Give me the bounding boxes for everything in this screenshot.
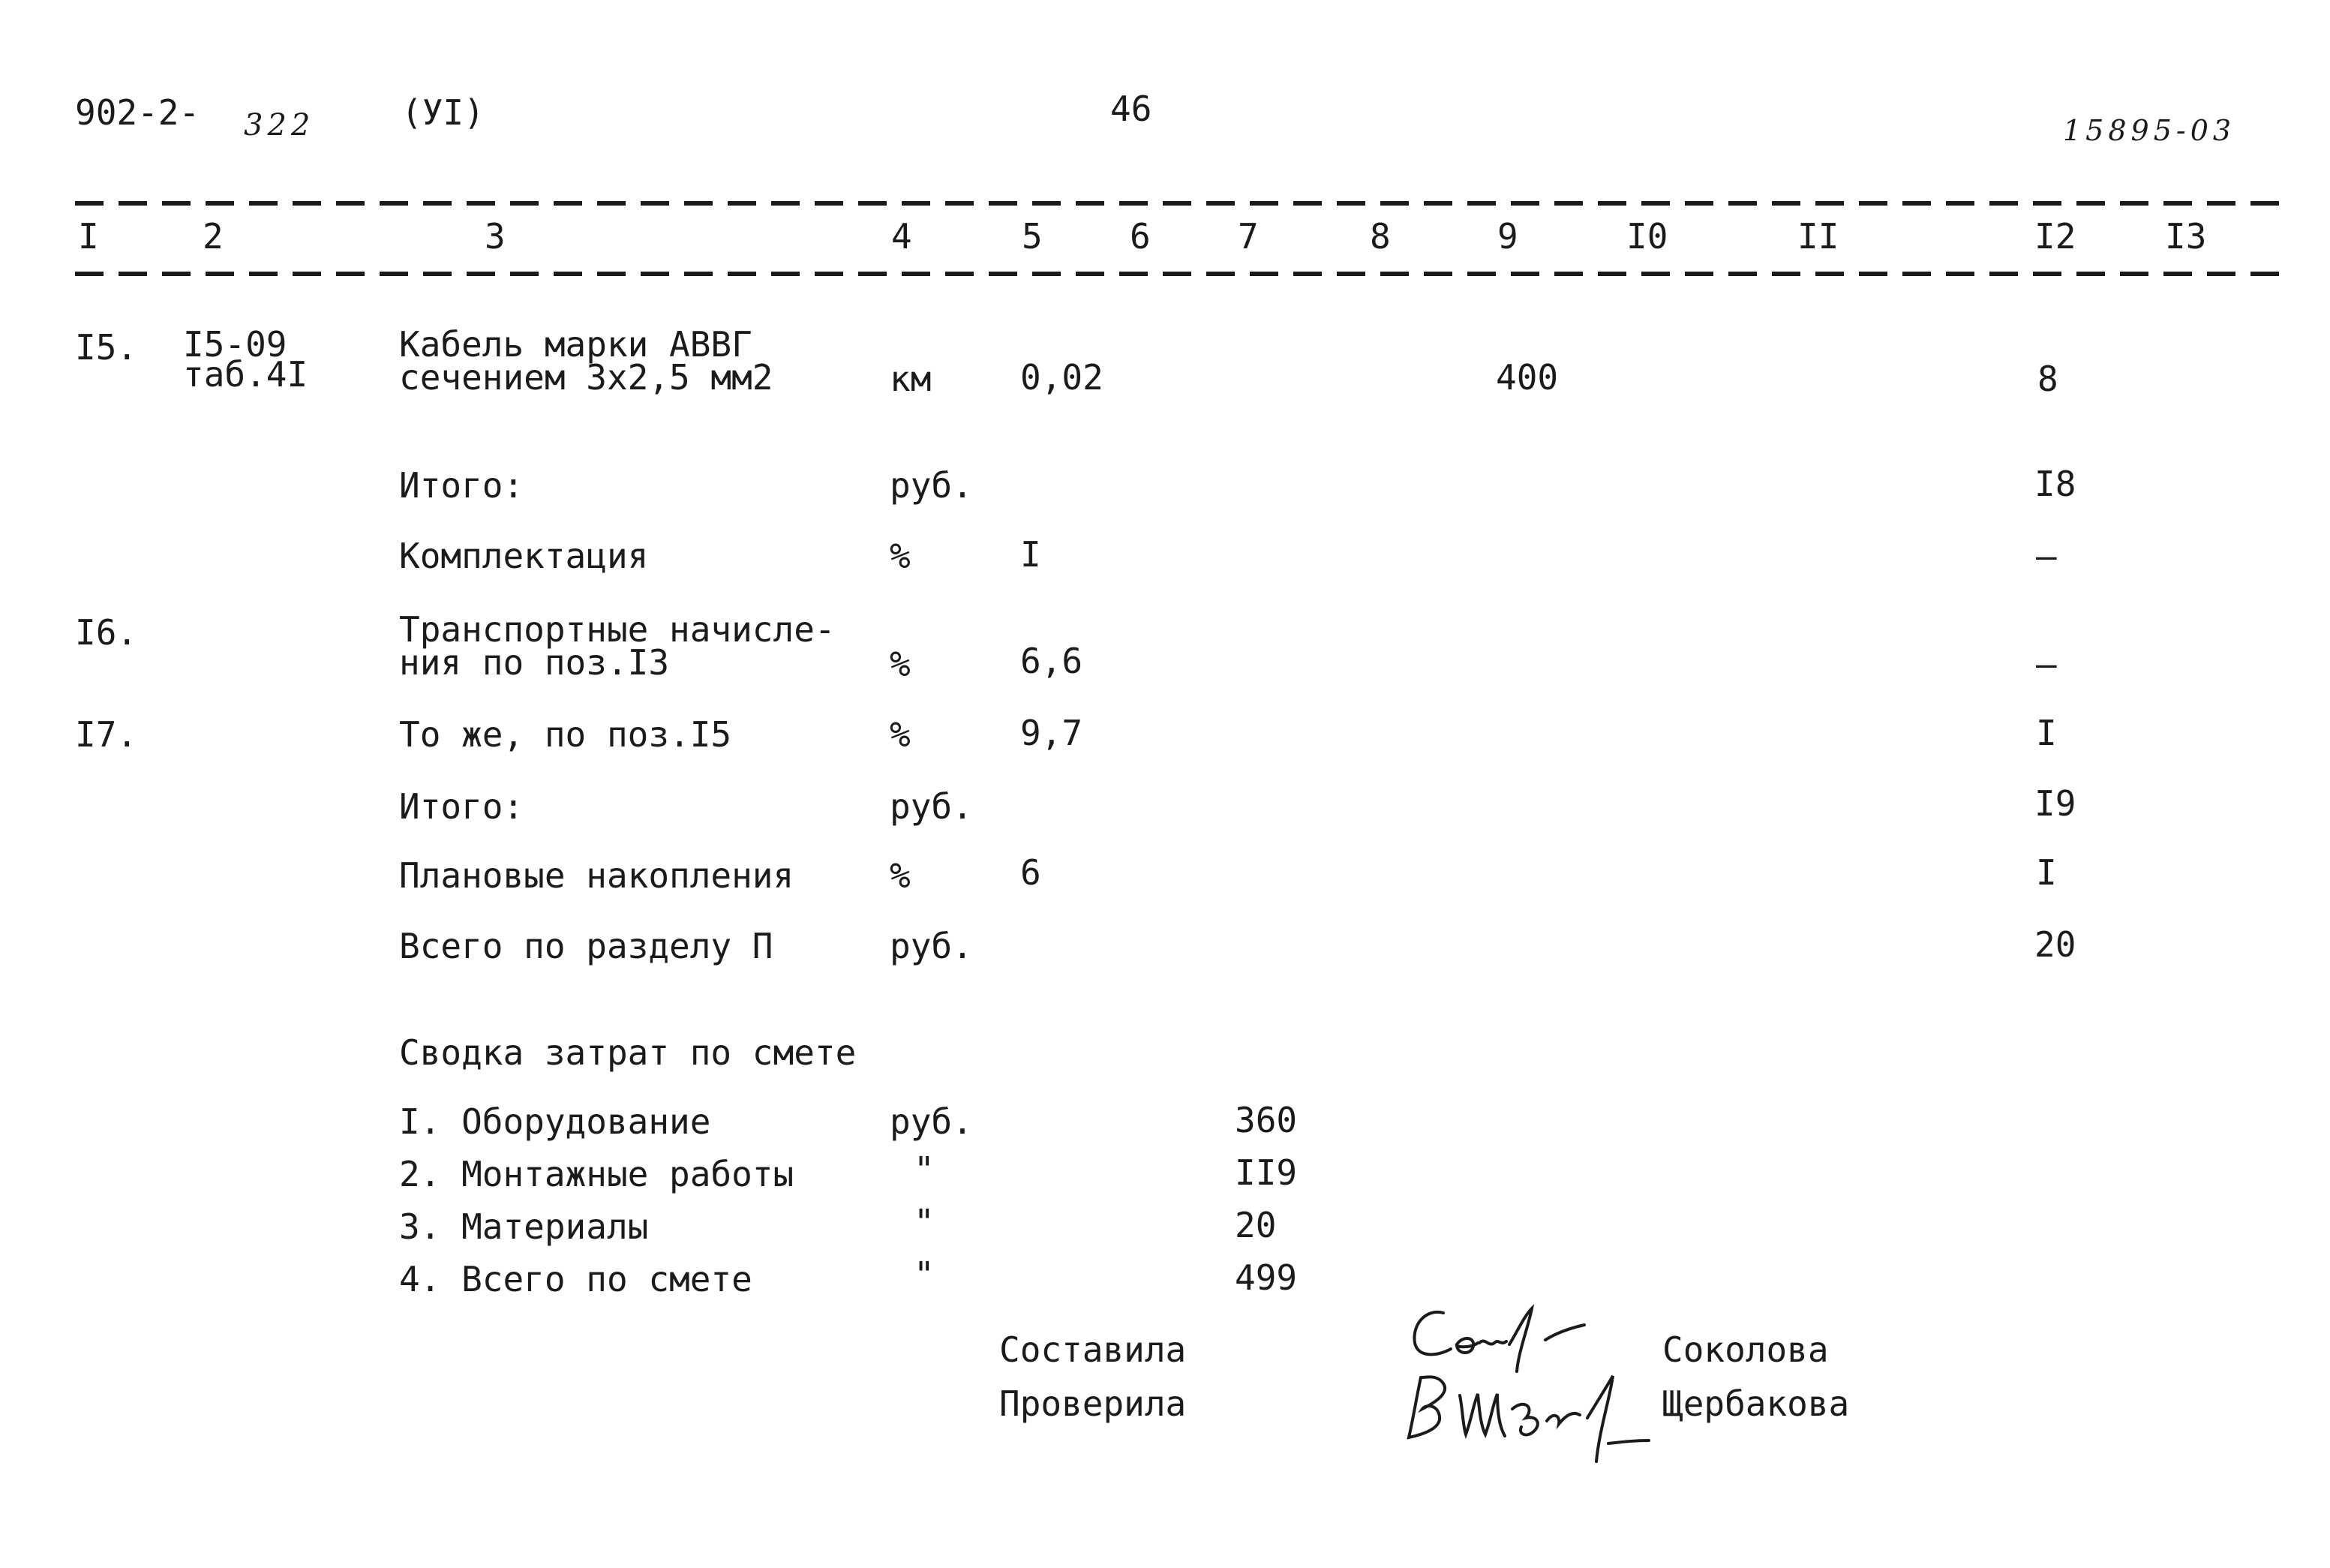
document-variant: (УI): [401, 92, 485, 133]
checked-by-label: Проверила: [999, 1383, 1187, 1424]
row-quantity: 6: [1020, 852, 1041, 893]
column-number: I2: [2034, 216, 2076, 257]
page-number: 46: [1110, 89, 1152, 129]
row-name: Кабель марки АВВГ: [399, 324, 752, 365]
column-number: I0: [1626, 216, 1668, 257]
row-unit: км: [890, 359, 932, 399]
row-unit: руб.: [890, 465, 973, 506]
row-total: I: [2036, 852, 2057, 893]
row-total: 20: [2034, 924, 2076, 965]
column-number: 2: [203, 216, 224, 257]
row-total: –: [2036, 644, 2057, 684]
column-number: I3: [2165, 216, 2207, 257]
row-unit: руб.: [890, 786, 973, 827]
row-name: Всего по разделу П: [399, 926, 773, 966]
row-name: Комплектация: [399, 536, 649, 576]
column-number: 6: [1130, 216, 1151, 257]
inventory-number: 15895-03: [2063, 114, 2236, 147]
compiled-by-label: Составила: [999, 1329, 1187, 1370]
header-bottom-rule: [75, 272, 2280, 276]
row-number: I5.: [75, 327, 138, 368]
row-total: I: [2036, 713, 2057, 753]
column-number: I: [78, 216, 99, 257]
row-name: Транспортные начисле-: [399, 609, 836, 650]
summary-item-unit: ": [914, 1149, 935, 1190]
summary-item-value: 360: [1235, 1100, 1298, 1140]
document-code-handwritten: 322: [244, 108, 315, 143]
row-reference: I5-09: [183, 324, 287, 365]
row-unit: %: [890, 536, 911, 576]
row-quantity: 6,6: [1020, 641, 1083, 681]
checked-by-name: Щербакова: [1662, 1383, 1850, 1424]
row-quantity: 9,7: [1020, 713, 1083, 753]
summary-title: Сводка затрат по смете: [399, 1032, 857, 1073]
row-unit: %: [890, 644, 911, 684]
compiled-by-name: Соколова: [1662, 1329, 1829, 1370]
row-quantity: I: [1020, 534, 1041, 575]
row-total: I9: [2034, 783, 2076, 824]
row-total: I8: [2034, 464, 2076, 504]
row-number: I6.: [75, 612, 138, 653]
row-name: ния по поз.I3: [399, 642, 670, 683]
summary-item-name: 4. Всего по смете: [399, 1259, 752, 1299]
column-number: 4: [891, 216, 912, 257]
column-number: 3: [485, 216, 506, 257]
summary-item-name: I. Оборудование: [399, 1101, 711, 1142]
row-price: 400: [1496, 357, 1559, 398]
row-total: –: [2036, 536, 2057, 576]
handwritten-signature-2: [1400, 1365, 1655, 1470]
header-top-rule: [75, 201, 2280, 206]
row-name: сечением 3х2,5 мм2: [399, 357, 773, 398]
row-total: 8: [2037, 359, 2058, 399]
row-reference: таб.4I: [183, 354, 308, 395]
column-number: 8: [1370, 216, 1391, 257]
row-name: Итого:: [399, 465, 524, 506]
summary-item-value: 499: [1235, 1257, 1298, 1298]
row-unit: %: [890, 714, 911, 755]
summary-item-name: 2. Монтажные работы: [399, 1154, 794, 1194]
row-name: Итого:: [399, 786, 524, 827]
row-unit: %: [890, 855, 911, 896]
summary-item-name: 3. Материалы: [399, 1206, 649, 1247]
summary-item-value: II9: [1235, 1152, 1298, 1193]
row-name: Плановые накопления: [399, 855, 794, 896]
column-number: 7: [1238, 216, 1259, 257]
summary-item-value: 20: [1235, 1205, 1277, 1245]
column-number: 5: [1022, 216, 1043, 257]
row-unit: руб.: [890, 926, 973, 966]
column-number: 9: [1497, 216, 1518, 257]
summary-item-unit: руб.: [890, 1101, 973, 1142]
row-quantity: 0,02: [1020, 357, 1103, 398]
row-name: То же, по поз.I5: [399, 714, 732, 755]
column-number: II: [1797, 216, 1839, 257]
summary-item-unit: ": [914, 1202, 935, 1242]
document-code: 902-2-: [75, 92, 200, 133]
row-number: I7.: [75, 714, 138, 755]
summary-item-unit: ": [914, 1254, 935, 1295]
